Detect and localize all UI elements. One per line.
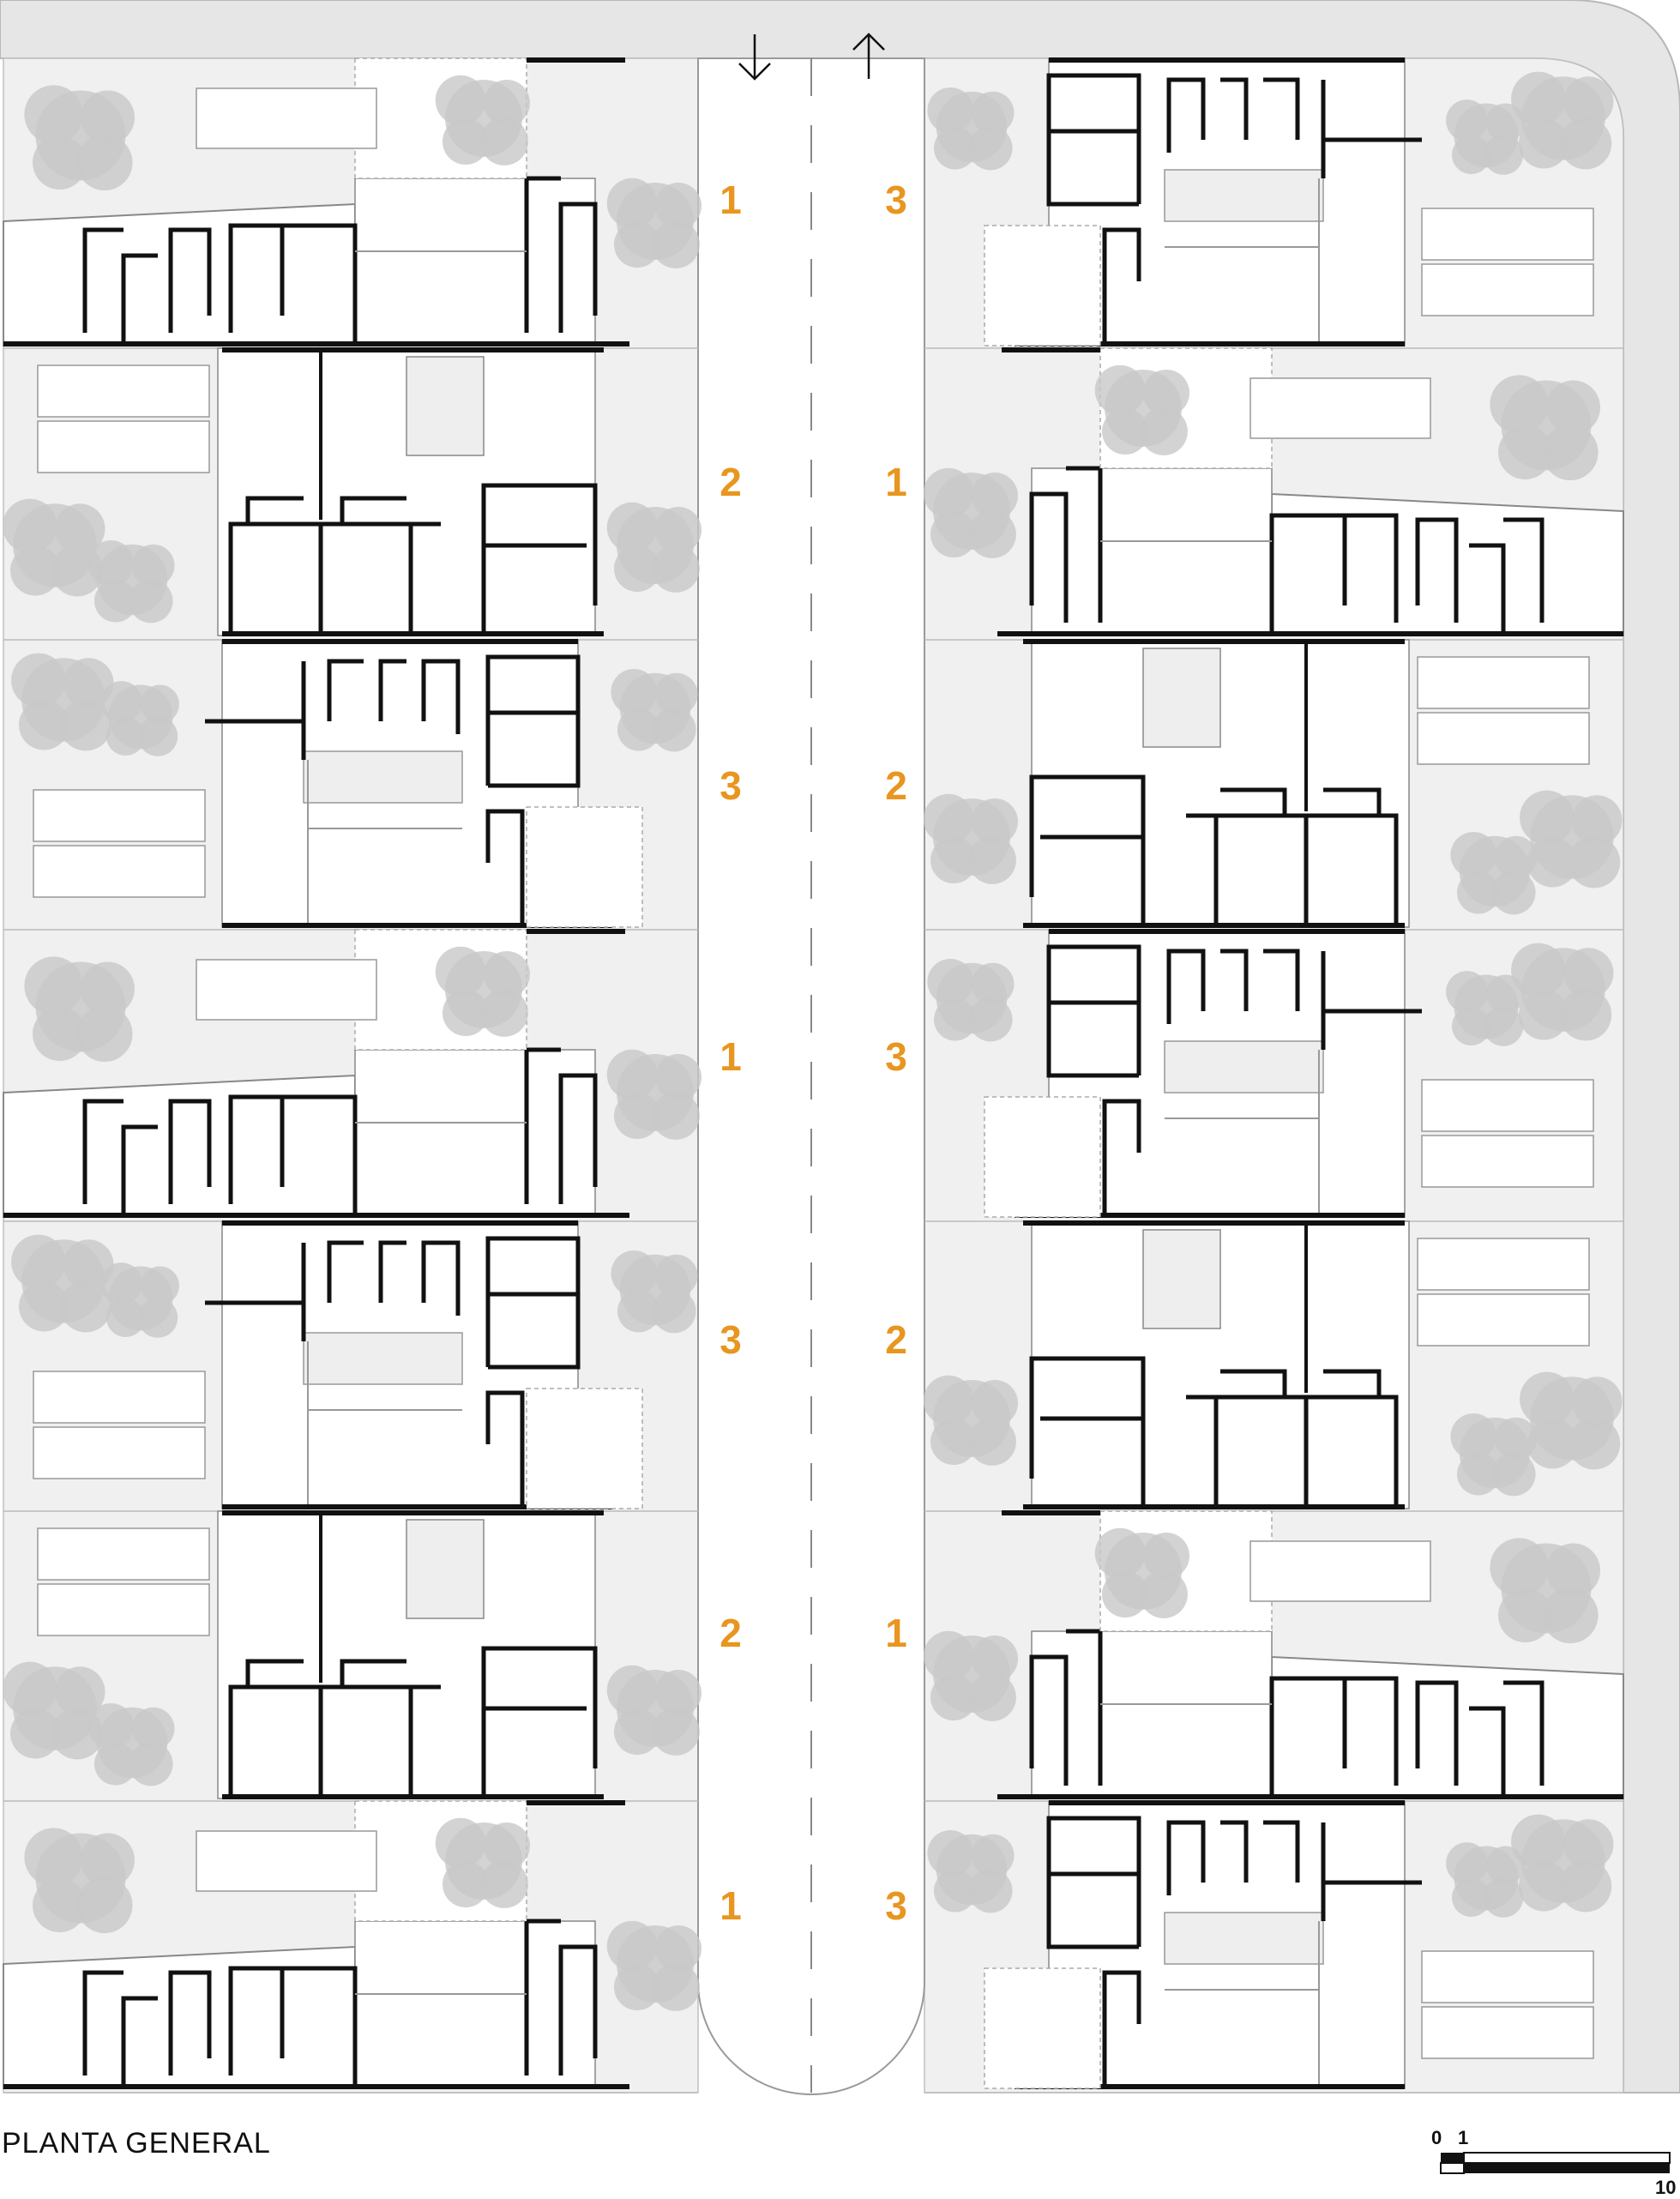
tree-icon: [1095, 365, 1189, 455]
tree-icon: [607, 178, 702, 268]
parking-space: [1250, 1541, 1430, 1601]
tree-icon: [1520, 791, 1622, 889]
parking-space: [1418, 713, 1589, 764]
garage-outline: [985, 1968, 1100, 2088]
garage-outline: [527, 1389, 642, 1509]
parking-space: [33, 846, 205, 897]
parking-space: [1422, 1951, 1593, 2003]
tree-icon: [1520, 1372, 1622, 1470]
parking-space: [38, 421, 209, 473]
tree-icon: [1490, 1538, 1600, 1643]
courtyard: [1143, 1230, 1220, 1328]
tree-icon: [24, 956, 135, 1062]
tree-canopy: [1542, 1587, 1598, 1643]
lot-number-right: 3: [885, 1034, 907, 1079]
tree-canopy: [1542, 425, 1598, 480]
lot-number-right: 2: [885, 763, 907, 808]
tree-canopy: [607, 1921, 658, 1972]
tree-icon: [1490, 375, 1600, 480]
tree-icon: [100, 1262, 179, 1338]
lot-number-left: 1: [720, 1883, 742, 1928]
tree-canopy: [24, 85, 82, 143]
tree-canopy: [652, 708, 695, 751]
parking-space: [1422, 208, 1593, 260]
parking-space: [1422, 1080, 1593, 1131]
scale-bar: [1441, 2153, 1670, 2173]
tree-canopy: [968, 997, 1012, 1041]
tree-canopy: [100, 1262, 142, 1304]
tree-canopy: [436, 75, 486, 126]
tree-canopy: [11, 654, 65, 708]
tree-canopy: [1446, 971, 1488, 1013]
tree-canopy: [968, 510, 1016, 558]
tree-icon: [1446, 971, 1525, 1046]
parking-space: [1250, 378, 1430, 438]
tree-canopy: [24, 956, 82, 1015]
parking-space: [33, 1427, 205, 1479]
tree-canopy: [652, 1092, 700, 1140]
tree-canopy: [1450, 1413, 1496, 1460]
parking-space: [33, 790, 205, 841]
courtyard: [1165, 170, 1323, 221]
tree-canopy: [436, 1818, 486, 1869]
lot-number-right: 3: [885, 1883, 907, 1928]
tree-icon: [607, 1666, 702, 1756]
lot-number-left: 3: [720, 1317, 742, 1362]
tree-canopy: [611, 1250, 657, 1297]
tree-icon: [24, 85, 135, 190]
tree-canopy: [138, 1298, 178, 1338]
tree-icon: [24, 1828, 135, 1933]
tree-icon: [607, 1050, 702, 1140]
tree-canopy: [968, 1418, 1016, 1466]
tree-canopy: [607, 178, 658, 229]
garage-outline: [985, 1097, 1100, 1217]
tree-icon: [436, 947, 530, 1037]
tree-icon: [607, 1921, 702, 2011]
parking-space: [1418, 657, 1589, 708]
parking-space: [196, 1831, 376, 1891]
tree-icon: [3, 1662, 105, 1760]
tree-icon: [1446, 1842, 1525, 1918]
scale-label-one: 1: [1458, 2127, 1469, 2148]
lot-number-right: 2: [885, 1317, 907, 1362]
tree-canopy: [924, 1376, 974, 1426]
tree-canopy: [24, 1828, 82, 1886]
parking-space: [33, 1371, 205, 1423]
tree-icon: [1511, 943, 1613, 1041]
parking-space: [1422, 2007, 1593, 2058]
lot-number-left: 2: [720, 460, 742, 504]
tree-canopy: [1140, 407, 1188, 455]
tree-icon: [611, 1250, 697, 1333]
garage-outline: [527, 807, 642, 927]
parking-space: [196, 960, 376, 1020]
tree-canopy: [76, 1877, 132, 1933]
tree-canopy: [100, 681, 142, 723]
tree-canopy: [652, 1289, 695, 1333]
tree-canopy: [1490, 1538, 1548, 1596]
courtyard: [1165, 1913, 1323, 1964]
tree-canopy: [1446, 99, 1488, 142]
plan-title: PLANTA GENERAL: [2, 2127, 271, 2160]
courtyard: [304, 751, 462, 803]
tree-canopy: [3, 1662, 57, 1716]
tree-canopy: [924, 794, 974, 845]
tree-icon: [11, 1235, 113, 1333]
tree-canopy: [1484, 135, 1524, 175]
tree-icon: [436, 1818, 530, 1908]
tree-icon: [1446, 99, 1525, 175]
tree-canopy: [1569, 836, 1620, 888]
tree-icon: [1450, 832, 1537, 914]
tree-icon: [436, 75, 530, 166]
tree-canopy: [968, 126, 1012, 170]
tree-canopy: [927, 1830, 973, 1877]
tree-canopy: [1560, 989, 1611, 1040]
tree-canopy: [927, 959, 973, 1005]
tree-canopy: [652, 1708, 700, 1756]
parking-space: [38, 365, 209, 417]
tree-canopy: [968, 836, 1016, 884]
tree-canopy: [1520, 791, 1574, 845]
tree-icon: [1511, 1815, 1613, 1913]
parking-space: [1418, 1238, 1589, 1290]
tree-canopy: [607, 1050, 658, 1100]
tree-icon: [924, 468, 1018, 558]
tree-icon: [924, 1376, 1018, 1466]
tree-canopy: [1140, 1570, 1188, 1618]
garage-outline: [985, 226, 1100, 346]
tree-canopy: [652, 220, 700, 268]
tree-canopy: [924, 468, 974, 519]
tree-canopy: [3, 499, 57, 553]
tree-canopy: [968, 1673, 1016, 1721]
parking-space: [38, 1584, 209, 1636]
tree-canopy: [1095, 365, 1146, 416]
tree-canopy: [607, 503, 658, 553]
tree-icon: [87, 1703, 174, 1786]
tree-canopy: [652, 545, 700, 593]
tree-icon: [100, 681, 179, 756]
tree-canopy: [76, 135, 132, 190]
tree-canopy: [138, 716, 178, 756]
tree-icon: [927, 87, 1014, 170]
tree-icon: [927, 1830, 1014, 1913]
tree-icon: [924, 1631, 1018, 1721]
scale-label-ten: 10: [1655, 2177, 1677, 2198]
tree-canopy: [480, 1860, 528, 1908]
lot-number-left: 3: [720, 763, 742, 808]
tree-canopy: [1446, 1842, 1488, 1884]
tree-canopy: [87, 1703, 134, 1750]
tree-canopy: [1560, 117, 1611, 169]
tree-canopy: [76, 1006, 132, 1062]
tree-canopy: [924, 1631, 974, 1682]
scale-label-zero: 0: [1431, 2127, 1442, 2148]
lot-number-right: 3: [885, 178, 907, 222]
tree-canopy: [1450, 832, 1496, 878]
tree-icon: [611, 669, 697, 751]
lot-number-left: 1: [720, 178, 742, 222]
parking-space: [38, 1528, 209, 1580]
parking-space: [1422, 1136, 1593, 1187]
tree-canopy: [480, 989, 528, 1037]
tree-icon: [1511, 72, 1613, 170]
lot-number-right: 1: [885, 460, 907, 504]
tree-canopy: [1484, 1006, 1524, 1046]
tree-icon: [11, 654, 113, 751]
courtyard: [406, 1520, 484, 1618]
tree-icon: [3, 499, 105, 597]
tree-canopy: [652, 1963, 700, 2011]
tree-canopy: [1491, 1452, 1535, 1496]
tree-icon: [927, 959, 1014, 1041]
tree-canopy: [1095, 1528, 1146, 1579]
tree-canopy: [129, 1742, 172, 1786]
tree-canopy: [1491, 871, 1535, 914]
tree-canopy: [1490, 375, 1548, 433]
tree-canopy: [607, 1666, 658, 1716]
tree-canopy: [436, 947, 486, 997]
tree-icon: [1450, 1413, 1537, 1496]
parking-space: [196, 88, 376, 148]
lot-number-left: 2: [720, 1611, 742, 1655]
tree-canopy: [968, 1869, 1012, 1913]
tree-canopy: [1560, 1860, 1611, 1912]
tree-icon: [1095, 1528, 1189, 1618]
tree-canopy: [11, 1235, 65, 1289]
tree-canopy: [129, 579, 172, 623]
tree-canopy: [1520, 1372, 1574, 1426]
tree-canopy: [87, 540, 134, 587]
tree-icon: [924, 794, 1018, 884]
tree-icon: [87, 540, 174, 623]
lot-number-left: 1: [720, 1034, 742, 1079]
parking-space: [1422, 264, 1593, 316]
courtyard: [304, 1333, 462, 1384]
tree-canopy: [1484, 1877, 1524, 1918]
tree-canopy: [611, 669, 657, 715]
lot-number-right: 1: [885, 1611, 907, 1655]
courtyard: [1143, 648, 1220, 747]
parking-space: [1418, 1294, 1589, 1346]
tree-canopy: [927, 87, 973, 134]
courtyard: [1165, 1041, 1323, 1093]
tree-canopy: [480, 117, 528, 166]
tree-icon: [607, 503, 702, 593]
tree-canopy: [1569, 1418, 1620, 1469]
courtyard: [406, 357, 484, 455]
